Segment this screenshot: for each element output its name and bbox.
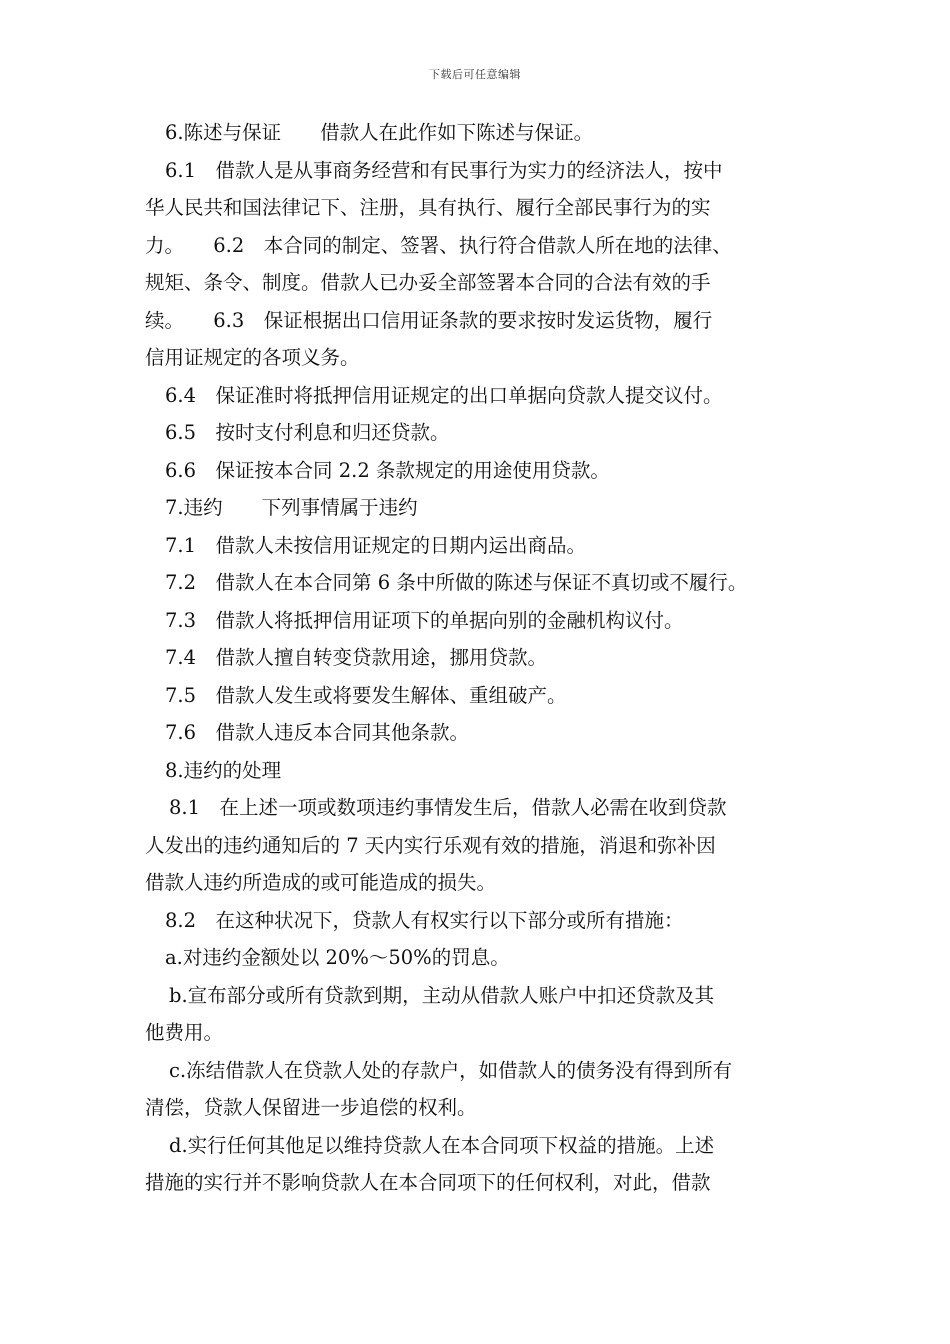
text-line: 7.4 借款人擅自转变贷款用途，挪用贷款。 bbox=[165, 646, 548, 669]
text-line: 7.违约 下列事情属于违约 bbox=[165, 496, 418, 519]
text-line: 借款人违约所造成的或可能造成的损失。 bbox=[145, 871, 497, 894]
text-line: 6.6 保证按本合同 2.2 条款规定的用途使用贷款。 bbox=[165, 458, 610, 482]
text-line: a.对违约金额处以 20%～50%的罚息。 bbox=[165, 946, 510, 969]
text-line: 7.5 借款人发生或将要发生解体、重组破产。 bbox=[165, 683, 567, 707]
text-line: 6.陈述与保证 借款人在此作如下陈述与保证。 bbox=[165, 121, 594, 144]
document-body bbox=[145, 114, 813, 1202]
text-line: c.冻结借款人在贷款人处的存款户，如借款人的债务没有得到所有 bbox=[169, 1058, 733, 1082]
text-line: 续。 6.3 保证根据出口信用证条款的要求按时发运货物，履行 bbox=[145, 308, 713, 332]
text-line: 华人民共和国法律记下、注册，具有执行、履行全部民事行为的实 bbox=[145, 196, 711, 219]
text-line: 7.2 借款人在本合同第 6 条中所做的陈述与保证不真切或不履行。 bbox=[165, 571, 748, 594]
text-line: 7.6 借款人违反本合同其他条款。 bbox=[165, 721, 470, 744]
header-note: 下载后可任意编辑 bbox=[429, 68, 521, 81]
text-line: d.实行任何其他足以维持贷款人在本合同项下权益的措施。上述 bbox=[169, 1133, 715, 1157]
text-line: 8.1 在上述一项或数项违约事情发生后，借款人必需在收到贷款 bbox=[169, 796, 727, 819]
text-line: 人发出的违约通知后的 7 天内实行乐观有效的措施，消退和弥补因 bbox=[145, 833, 716, 857]
text-line: 规矩、条令、制度。借款人已办妥全部签署本合同的合法有效的手 bbox=[145, 271, 711, 294]
text-line: 8.违约的处理 bbox=[165, 758, 282, 782]
text-line: 6.4 保证准时将抵押信用证规定的出口单据向贷款人提交议付。 bbox=[165, 383, 723, 407]
text-line: b.宣布部分或所有贷款到期，主动从借款人账户中扣还贷款及其 bbox=[169, 983, 715, 1007]
text-line: 7.1 借款人未按信用证规定的日期内运出商品。 bbox=[165, 533, 587, 557]
text-line: 8.2 在这种状况下，贷款人有权实行以下部分或所有措施： bbox=[165, 908, 684, 932]
text-line: 措施的实行并不影响贷款人在本合同项下的任何权利，对此，借款 bbox=[145, 1171, 711, 1194]
text-line: 他费用。 bbox=[145, 1021, 224, 1044]
text-line: 信用证规定的各项义务。 bbox=[145, 346, 360, 369]
text-line: 7.3 借款人将抵押信用证项下的单据向别的金融机构议付。 bbox=[165, 608, 684, 632]
text-line: 清偿，贷款人保留进一步追偿的权利。 bbox=[145, 1096, 477, 1119]
text-line: 6.1 借款人是从事商务经营和有民事行为实力的经济法人，按中 bbox=[165, 158, 723, 182]
text-line: 力。 6.2 本合同的制定、签署、执行符合借款人所在地的法律、 bbox=[145, 233, 732, 257]
text-line: 6.5 按时支付利息和归还贷款。 bbox=[165, 421, 450, 444]
